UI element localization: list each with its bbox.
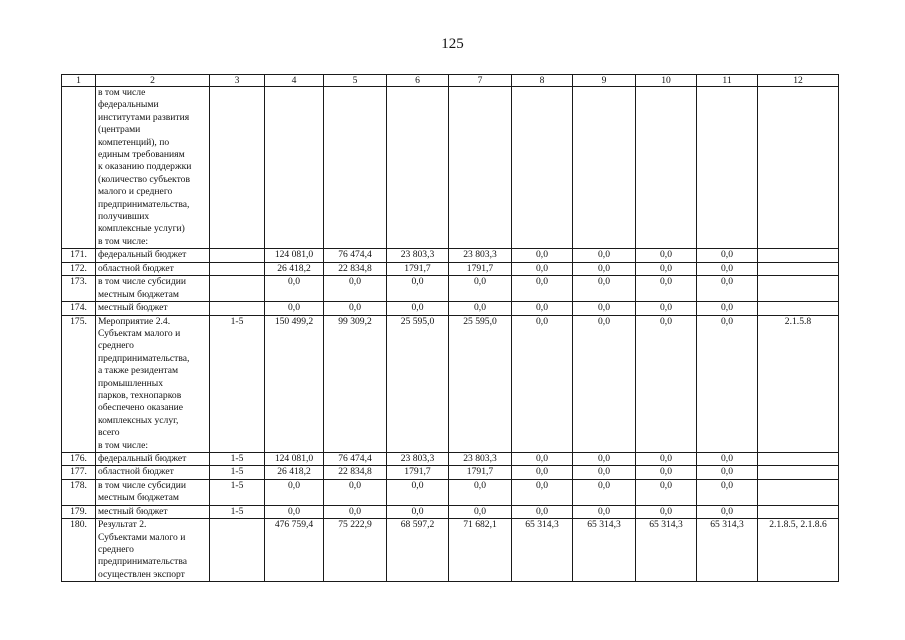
- item-name-cell: Мероприятие 2.4. Субъектам малого и среднего предпринимательства, а также резидентам промышленных парков, технопарков обеспечено оказание комплексных услуг, всего в том числе:: [96, 315, 210, 452]
- value-cell: 0,0: [265, 276, 324, 302]
- row-number-cell: 173.: [62, 276, 96, 302]
- value-cell: 22 834,8: [324, 262, 387, 275]
- value-cell: 0,0: [636, 249, 697, 262]
- value-cell: 0,0: [636, 466, 697, 479]
- code-cell: [758, 466, 839, 479]
- value-cell: 0,0: [449, 505, 512, 518]
- value-cell: 99 309,2: [324, 315, 387, 452]
- value-cell: 0,0: [697, 262, 758, 275]
- table-row: [62, 276, 839, 302]
- item-name-cell: Результат 2. Субъектами малого и среднего предпринимательства осуществлен экспорт: [96, 519, 210, 582]
- value-cell: 0,0: [324, 505, 387, 518]
- value-cell: 65 314,3: [697, 519, 758, 582]
- value-cell: 0,0: [512, 479, 573, 505]
- table-row: [62, 466, 839, 479]
- value-cell: 150 499,2: [265, 315, 324, 452]
- column-header: 5: [324, 75, 387, 87]
- table-row: [62, 262, 839, 275]
- value-cell: 65 314,3: [573, 519, 636, 582]
- table-header: [62, 75, 839, 87]
- value-cell: 0,0: [265, 302, 324, 315]
- value-cell: 0,0: [512, 302, 573, 315]
- code-cell: [758, 452, 839, 465]
- value-cell: 476 759,4: [265, 519, 324, 582]
- period-cell: [210, 276, 265, 302]
- period-cell: 1-5: [210, 505, 265, 518]
- value-cell: 65 314,3: [636, 519, 697, 582]
- column-header: 12: [758, 75, 839, 87]
- row-number-cell: 175.: [62, 315, 96, 452]
- value-cell: [265, 87, 324, 249]
- period-cell: 1-5: [210, 479, 265, 505]
- table-body: [62, 87, 839, 582]
- row-number-cell: 174.: [62, 302, 96, 315]
- value-cell: [449, 87, 512, 249]
- row-number-cell: 177.: [62, 466, 96, 479]
- value-cell: 0,0: [512, 249, 573, 262]
- table-row: [62, 479, 839, 505]
- value-cell: 0,0: [636, 276, 697, 302]
- value-cell: 0,0: [387, 505, 449, 518]
- value-cell: 0,0: [573, 276, 636, 302]
- value-cell: 25 595,0: [449, 315, 512, 452]
- value-cell: 1791,7: [387, 262, 449, 275]
- value-cell: 124 081,0: [265, 452, 324, 465]
- table-row: [62, 87, 839, 249]
- value-cell: 0,0: [573, 505, 636, 518]
- value-cell: 0,0: [636, 452, 697, 465]
- column-header: 2: [96, 75, 210, 87]
- period-cell: [210, 302, 265, 315]
- code-cell: [758, 276, 839, 302]
- table-row: [62, 302, 839, 315]
- code-cell: [758, 505, 839, 518]
- row-number-cell: 178.: [62, 479, 96, 505]
- value-cell: 0,0: [387, 302, 449, 315]
- value-cell: 0,0: [324, 276, 387, 302]
- value-cell: 25 595,0: [387, 315, 449, 452]
- value-cell: 0,0: [265, 479, 324, 505]
- period-cell: 1-5: [210, 466, 265, 479]
- column-header: 3: [210, 75, 265, 87]
- value-cell: 23 803,3: [387, 452, 449, 465]
- code-cell: 2.1.5.8: [758, 315, 839, 452]
- value-cell: 0,0: [636, 479, 697, 505]
- value-cell: 0,0: [512, 452, 573, 465]
- value-cell: 0,0: [512, 315, 573, 452]
- value-cell: 124 081,0: [265, 249, 324, 262]
- item-name-cell: областной бюджет: [96, 262, 210, 275]
- table-row: [62, 452, 839, 465]
- period-cell: 1-5: [210, 452, 265, 465]
- value-cell: 0,0: [636, 315, 697, 452]
- column-header: 7: [449, 75, 512, 87]
- value-cell: 0,0: [449, 302, 512, 315]
- value-cell: 0,0: [324, 302, 387, 315]
- row-number-cell: 172.: [62, 262, 96, 275]
- value-cell: 23 803,3: [449, 452, 512, 465]
- row-number-cell: 171.: [62, 249, 96, 262]
- value-cell: 0,0: [697, 505, 758, 518]
- value-cell: 0,0: [573, 466, 636, 479]
- row-number-cell: 176.: [62, 452, 96, 465]
- value-cell: 0,0: [573, 302, 636, 315]
- table-row: [62, 249, 839, 262]
- value-cell: 0,0: [573, 262, 636, 275]
- value-cell: 0,0: [697, 276, 758, 302]
- item-name-cell: местный бюджет: [96, 505, 210, 518]
- item-name-cell: в том числе субсидии местным бюджетам: [96, 276, 210, 302]
- column-header: 4: [265, 75, 324, 87]
- value-cell: 22 834,8: [324, 466, 387, 479]
- value-cell: 26 418,2: [265, 262, 324, 275]
- value-cell: 0,0: [512, 505, 573, 518]
- item-name-cell: федеральный бюджет: [96, 249, 210, 262]
- table-row: [62, 505, 839, 518]
- value-cell: 0,0: [697, 452, 758, 465]
- column-header: 1: [62, 75, 96, 87]
- value-cell: 1791,7: [387, 466, 449, 479]
- column-header: 8: [512, 75, 573, 87]
- value-cell: 0,0: [697, 249, 758, 262]
- header-row: [62, 75, 839, 87]
- table-row: [62, 519, 839, 582]
- value-cell: [573, 87, 636, 249]
- value-cell: 1791,7: [449, 466, 512, 479]
- value-cell: [697, 87, 758, 249]
- value-cell: 65 314,3: [512, 519, 573, 582]
- value-cell: 1791,7: [449, 262, 512, 275]
- value-cell: 0,0: [324, 479, 387, 505]
- row-number-cell: 179.: [62, 505, 96, 518]
- value-cell: 0,0: [573, 249, 636, 262]
- row-number-cell: [62, 87, 96, 249]
- value-cell: 26 418,2: [265, 466, 324, 479]
- table-row: [62, 315, 839, 452]
- period-cell: 1-5: [210, 315, 265, 452]
- period-cell: [210, 249, 265, 262]
- item-name-cell: местный бюджет: [96, 302, 210, 315]
- code-cell: [758, 249, 839, 262]
- item-name-cell: в том числе федеральными институтами развития (центрами компетенций), по единым требованиям к оказанию поддержки (количество субъектов малого и среднего предпринимательства, получивших комплексные услуги) в том числе:: [96, 87, 210, 249]
- value-cell: 0,0: [636, 505, 697, 518]
- value-cell: 23 803,3: [387, 249, 449, 262]
- column-header: 11: [697, 75, 758, 87]
- value-cell: 0,0: [573, 452, 636, 465]
- value-cell: 76 474,4: [324, 452, 387, 465]
- row-number-cell: 180.: [62, 519, 96, 582]
- value-cell: 0,0: [449, 479, 512, 505]
- value-cell: [512, 87, 573, 249]
- period-cell: [210, 262, 265, 275]
- period-cell: [210, 519, 265, 582]
- period-cell: [210, 87, 265, 249]
- value-cell: 75 222,9: [324, 519, 387, 582]
- code-cell: [758, 479, 839, 505]
- value-cell: 0,0: [512, 276, 573, 302]
- column-header: 9: [573, 75, 636, 87]
- page-number: 125: [441, 36, 464, 52]
- item-name-cell: областной бюджет: [96, 466, 210, 479]
- code-cell: [758, 302, 839, 315]
- value-cell: 0,0: [697, 315, 758, 452]
- value-cell: 0,0: [387, 276, 449, 302]
- value-cell: 23 803,3: [449, 249, 512, 262]
- value-cell: 68 597,2: [387, 519, 449, 582]
- value-cell: 0,0: [636, 302, 697, 315]
- value-cell: 0,0: [697, 466, 758, 479]
- code-cell: [758, 262, 839, 275]
- value-cell: 0,0: [512, 262, 573, 275]
- value-cell: 0,0: [449, 276, 512, 302]
- budget-table: [61, 74, 839, 582]
- item-name-cell: в том числе субсидии местным бюджетам: [96, 479, 210, 505]
- code-cell: 2.1.8.5, 2.1.8.6: [758, 519, 839, 582]
- value-cell: 71 682,1: [449, 519, 512, 582]
- value-cell: 0,0: [697, 302, 758, 315]
- code-cell: [758, 87, 839, 249]
- value-cell: [387, 87, 449, 249]
- value-cell: 0,0: [573, 479, 636, 505]
- item-name-cell: федеральный бюджет: [96, 452, 210, 465]
- value-cell: [636, 87, 697, 249]
- value-cell: 0,0: [697, 479, 758, 505]
- value-cell: 0,0: [387, 479, 449, 505]
- value-cell: 0,0: [573, 315, 636, 452]
- value-cell: [324, 87, 387, 249]
- value-cell: 76 474,4: [324, 249, 387, 262]
- column-header: 6: [387, 75, 449, 87]
- column-header: 10: [636, 75, 697, 87]
- value-cell: 0,0: [512, 466, 573, 479]
- value-cell: 0,0: [265, 505, 324, 518]
- value-cell: 0,0: [636, 262, 697, 275]
